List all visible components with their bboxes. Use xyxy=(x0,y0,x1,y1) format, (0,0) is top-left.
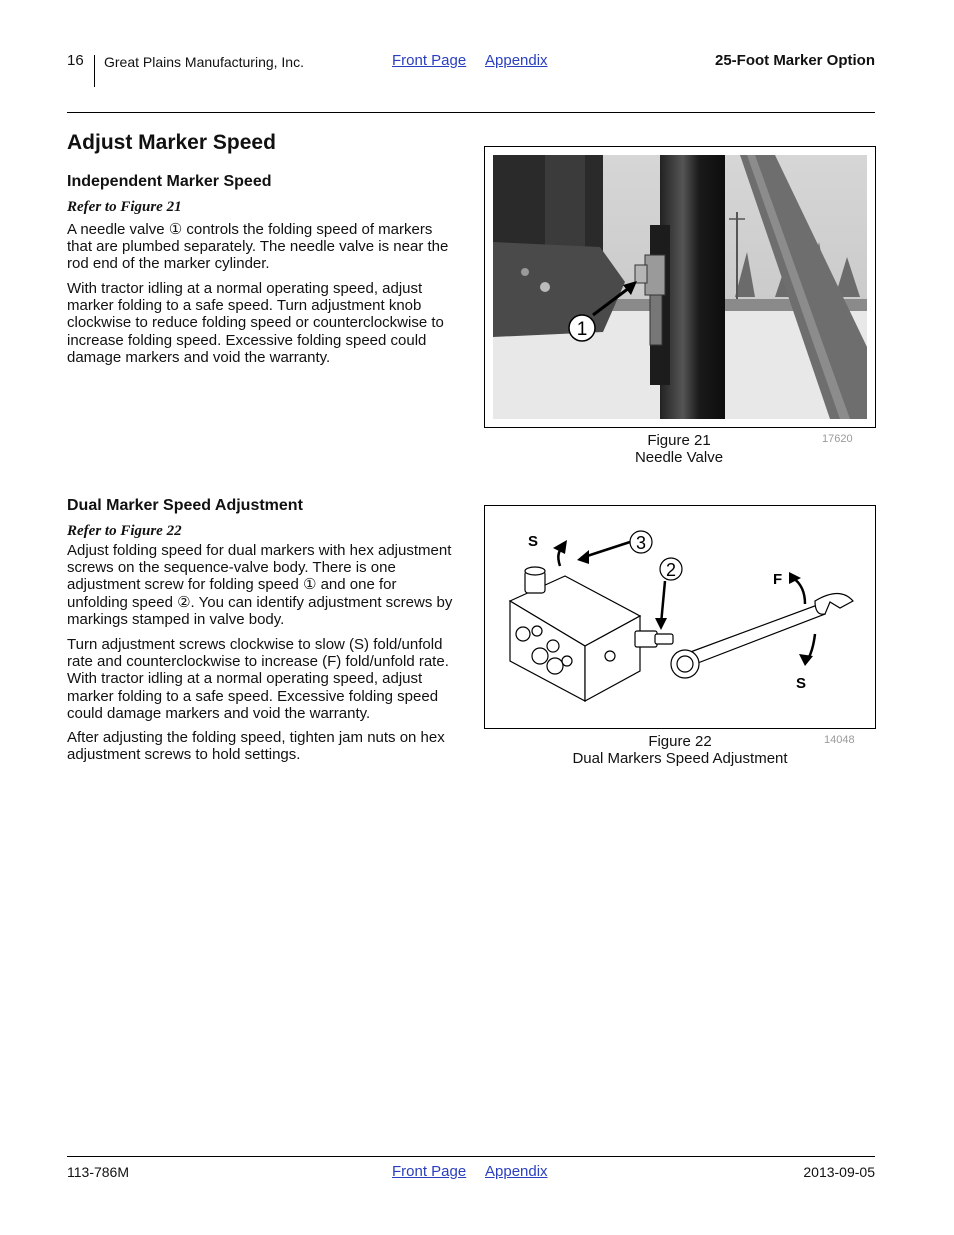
independent-paragraph-1: A needle valve ① controls the folding speed of markers that are plumbed separately. The needle valve is near the rod end of the marker cylinder. xyxy=(67,221,449,273)
front-page-link[interactable]: Front Page xyxy=(392,52,467,69)
label-s-top: S xyxy=(528,533,539,550)
dual-heading: Dual Marker Speed Adjustment xyxy=(67,497,303,514)
label-f: F xyxy=(773,571,783,588)
document-number: 113-786M xyxy=(67,1164,130,1180)
valve-body-diagram xyxy=(485,506,875,728)
footer-appendix-link[interactable]: Appendix xyxy=(485,1163,548,1180)
footer-front-page-link[interactable]: Front Page xyxy=(392,1163,467,1180)
figure-21-label: Figure 21 xyxy=(647,432,711,449)
figure-21-frame xyxy=(484,146,876,428)
figure-22-frame xyxy=(484,505,876,729)
publish-date: 2013-09-05 xyxy=(803,1164,875,1180)
refer-figure-21: Refer to Figure 21 xyxy=(67,199,182,215)
page-title: Adjust Marker Speed xyxy=(67,131,276,154)
figure-21-caption: Needle Valve xyxy=(634,449,724,466)
independent-heading: Independent Marker Speed xyxy=(67,173,272,190)
dual-paragraph-2: Turn adjustment screws clockwise to slow (S) fold/unfold rate and counterclockwise to increase (F) fold/unfold rate. With tractor idling at a normal operating speed, adjust marker folding to a safe speed. Excessive folding speed could damage markers and void the warranty. xyxy=(67,636,449,722)
independent-paragraph-2: With tractor idling at a normal operating speed, adjust marker folding to a safe speed. Turn adjustment knob clockwise to reduce folding speed or counterclockwise to increase folding speed. Excessive folding speed could damage markers and void the warranty. xyxy=(67,280,444,366)
section-title: 25-Foot Marker Option xyxy=(714,52,875,69)
page-number: 16 xyxy=(67,52,84,69)
figure-22-number: 14048 xyxy=(824,734,855,746)
callout-3: 3 xyxy=(635,533,647,553)
company-name: Great Plains Manufacturing, Inc. xyxy=(104,54,304,70)
callout-1: 1 xyxy=(576,319,588,340)
footer-rule xyxy=(67,1156,875,1157)
header-rule xyxy=(67,112,875,113)
dual-paragraph-1: Adjust folding speed for dual markers with hex adjustment screws on the sequence-valve body. There is one adjustment screw for folding speed ① and one for unfolding speed ②. You can identify adjustment screws by markings stamped in valve body. xyxy=(67,542,453,628)
figure-22-caption: Dual Markers Speed Adjustment xyxy=(572,750,788,767)
dual-paragraph-3: After adjusting the folding speed, tighten jam nuts on hex adjustment screws to hold settings. xyxy=(67,729,445,764)
appendix-link[interactable]: Appendix xyxy=(485,52,548,69)
label-s-bottom: S xyxy=(796,675,807,692)
header-divider xyxy=(94,55,95,87)
figure-22-label: Figure 22 xyxy=(648,733,712,750)
refer-figure-22: Refer to Figure 22 xyxy=(67,523,182,539)
callout-2: 2 xyxy=(665,560,677,580)
figure-21-number: 17620 xyxy=(822,433,853,445)
needle-valve-photo xyxy=(485,147,875,427)
